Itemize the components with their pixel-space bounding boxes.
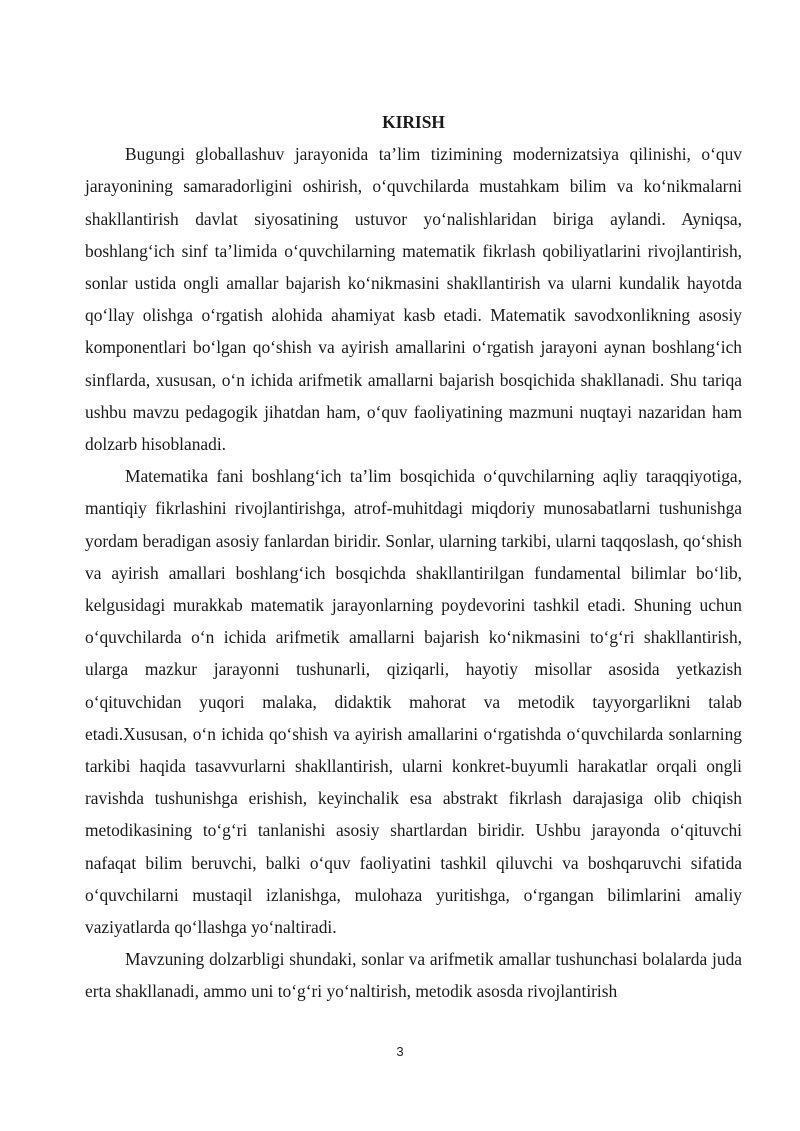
page-number: 3 [396, 1044, 404, 1059]
section-heading: KIRISH [382, 112, 445, 132]
paragraph-1: Bugungi globallashuv jarayonida ta’lim tizimining modernizatsiya qilinishi, o‘quv jarayonining samaradorligini oshirish, o‘quvchilarda mustahkam bilim va ko‘nikmalarni shakllantirish davlat siyosatining ustuvor yo‘nalishlaridan biriga aylandi. Ayniqsa, boshlang‘ich sinf ta’limida o‘quvchilarning matematik fikrlash qobiliyatlarini rivojlantirish, sonlar ustida ongli amallar bajarish ko‘nikmasini shakllantirish va ularni kundalik hayotda qo‘llay olishga o‘rgatish alohida ahamiyat kasb etadi. Matematik savodxonlikning asosiy komponentlari bo‘lgan qo‘shish va ayirish amallarini o‘rgatish jarayoni aynan boshlang‘ich sinflarda, xususan, o‘n ichida arifmetik amallarni bajarish bosqichida shakllanadi. Shu tariqa ushbu mavzu pedagogik jihatdan ham, o‘quv faoliyatining mazmuni nuqtayi nazaridan ham dolzarb hisoblanadi. [85, 144, 742, 455]
paragraph-2: Matematika fani boshlang‘ich ta’lim bosqichida o‘quvchilarning aqliy taraqqiyotiga, mantiqiy fikrlashini rivojlantirishga, atrof-muhitdagi miqdoriy munosabatlarni tushunishga yordam beradigan asosiy fanlardan biridir. Sonlar, ularning tarkibi, ularni taqqoslash, qo‘shish va ayirish amallari boshlang‘ich bosqichda shakllantirilgan fundamental bilimlar bo‘lib, kelgusidagi murakkab matematik jarayonlarning poydevorini tashkil etadi. Shuning uchun o‘quvchilarda o‘n ichida arifmetik amallarni bajarish ko‘nikmasini to‘g‘ri shakllantirish, ularga mazkur jarayonni tushunarli, qiziqarli, hayotiy misollar asosida yetkazish o‘qituvchidan yuqori malaka, didaktik mahorat va metodik tayyorgarlikni talab etadi.Xususan, o‘n ichida qo‘shish va ayirish amallarini o‘rgatishda o‘quvchilarda sonlarning tarkibi haqida tasavvurlarni shakllantirish, ularni konkret-buyumli harakatlar orqali ongli ravishda tushunishga erishish, keyinchalik esa abstrakt fikrlash darajasiga olib chiqish metodikasining to‘g‘ri tanlanishi asosiy shartlardan biridir. Ushbu jarayonda o‘qituvchi nafaqat bilim beruvchi, balki o‘quv faoliyatini tashkil qiluvchi va boshqaruvchi sifatida o‘quvchilarni mustaqil izlanishga, mulohaza yuritishga, o‘rgangan bilimlarini amaliy vaziyatlarda qo‘llashga yo‘naltiradi. [85, 466, 742, 938]
page-body [85, 106, 742, 1008]
paragraph-3: Mavzuning dolzarbligi shundaki, sonlar va arifmetik amallar tushunchasi bolalarda juda erta shakllanadi, ammo uni to‘g‘ri yo‘naltirish, metodik asosda rivojlantirish [85, 949, 742, 1002]
